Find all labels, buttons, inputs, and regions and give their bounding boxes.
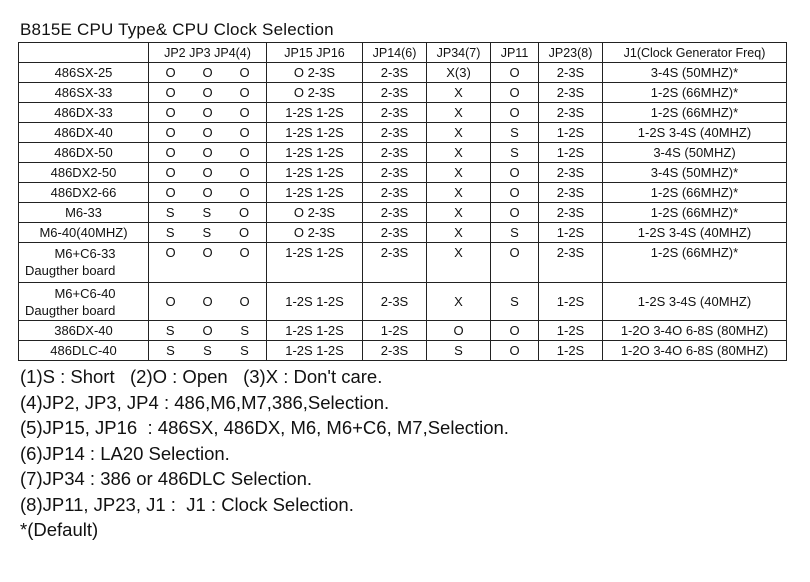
jp14-cell: 2-3S [363,283,427,321]
header-model [19,43,149,63]
cpu-model-cell [19,183,149,203]
jp14-cell: 2-3S [363,243,427,283]
jumper-setting: 1-2S 1-2S [285,185,344,200]
j1-cell: 1-2S 3-4S (40MHZ) [603,223,787,243]
jp2-jp3-jp4-cell [149,203,267,223]
footnote-line: *(Default) [20,519,99,540]
header-jp14: JP14(6) [363,43,427,63]
cpu-model-cell [19,243,149,283]
cpu-model-line: Daugther board [25,263,116,278]
jumper-setting: 1-2S 1-2S [285,125,344,140]
jumper-setting: 1-2S 1-2S [285,165,344,180]
jumper-setting: O [239,294,250,309]
jumper-setting: O [202,85,213,100]
jp23-cell: 2-3S [539,183,603,203]
jp11-cell: O [491,341,539,361]
jumper-setting: O [239,145,250,160]
table-row [19,283,787,321]
jumper-setting: O [202,185,213,200]
j1-cell: 1-2S (66MHZ)* [603,83,787,103]
jp2-jp3-jp4-cell [149,183,267,203]
j1-cell: 1-2S 3-4S (40MHZ) [603,123,787,143]
jp11-cell: S [491,223,539,243]
jp34-cell: X [427,283,491,321]
jumper-setting: S [202,205,212,220]
jp23-cell: 2-3S [539,243,603,283]
jp2-jp3-jp4-cell [149,321,267,341]
jp11-cell: O [491,183,539,203]
jumper-setting: O [202,323,213,338]
jumper-setting: O 2-3S [293,85,336,100]
cpu-model-line: 486DX2-66 [50,185,117,200]
jp14-cell: 2-3S [363,341,427,361]
jp15-jp16-cell [267,321,363,341]
jp14-cell: 2-3S [363,63,427,83]
jp15-jp16-cell [267,243,363,283]
jp2-jp3-jp4-cell [149,143,267,163]
jumper-setting: S [240,323,250,338]
jumper-setting: O [165,245,176,260]
jumper-setting: 1-2S 1-2S [285,145,344,160]
jp14-cell: 2-3S [363,203,427,223]
jumper-setting: O [202,65,213,80]
jp34-cell: X(3) [427,63,491,83]
cpu-model-line: M6-40(40MHZ) [39,225,128,240]
footnote-line: (1)S : Short (2)O : Open (3)X : Don't care. [20,366,383,387]
jumper-setting: 1-2S 1-2S [285,245,344,260]
footnote-line: (7)JP34 : 386 or 486DLC Selection. [20,468,313,489]
notes-section [18,364,788,543]
jp34-cell: S [427,341,491,361]
jp15-jp16-cell [267,163,363,183]
jp23-cell: 2-3S [539,163,603,183]
jp2-jp3-jp4-cell [149,63,267,83]
cpu-model-cell [19,63,149,83]
j1-cell: 1-2S (66MHZ)* [603,203,787,223]
table-body [19,63,787,361]
table-row [19,63,787,83]
jp14-cell: 2-3S [363,143,427,163]
jp34-cell: X [427,163,491,183]
cpu-model-line: Daugther board [25,302,116,318]
jumper-setting: O 2-3S [293,65,336,80]
jumper-setting: O [238,225,250,240]
jp15-jp16-cell [267,83,363,103]
jp11-cell: O [491,321,539,341]
jumper-setting: 1-2S 1-2S [285,323,344,338]
jumper-setting: O [239,185,250,200]
table-row [19,223,787,243]
table-row [19,203,787,223]
cpu-model-line: 486SX-33 [54,85,113,100]
table-row [19,341,787,361]
jp14-cell: 2-3S [363,183,427,203]
cpu-model-cell [19,163,149,183]
j1-cell: 1-2S (66MHZ)* [603,103,787,123]
header-jp2-jp3-jp4: JP2 JP3 JP4(4) [149,43,267,63]
jp15-jp16-cell [267,143,363,163]
jp23-cell: 1-2S [539,143,603,163]
jumper-setting: O [165,85,176,100]
footnote-line: (8)JP11, JP23, J1 : J1 : Clock Selection. [20,493,354,515]
jp23-cell: 1-2S [539,283,603,321]
cpu-model-line: M6+C6-40 [54,285,116,301]
jp23-cell: 2-3S [539,63,603,83]
cpu-model-line: M6-33 [65,205,102,220]
jumper-setting: O [165,294,176,309]
header-jp15-jp16: JP15 JP16 [267,43,363,63]
table-row [19,103,787,123]
j1-cell: 1-2S (66MHZ)* [603,183,787,203]
header-jp34: JP34(7) [427,43,491,63]
jumper-setting: O [239,165,250,180]
jp34-cell: O [427,321,491,341]
table-row [19,183,787,203]
j1-cell: 3-4S (50MHZ) [603,143,787,163]
document-title: B815E CPU Type& CPU Clock Selection [20,20,334,39]
cpu-model-cell [19,143,149,163]
jp34-cell: X [427,243,491,283]
jp15-jp16-cell [267,223,363,243]
cpu-model-cell [19,223,149,243]
jumper-setting: O [202,125,213,140]
cpu-model-line: 486DX-33 [54,105,113,120]
jumper-setting: O [202,145,213,160]
cpu-model-line: 486SX-25 [54,65,113,80]
cpu-model-cell [19,103,149,123]
jp2-jp3-jp4-cell [149,341,267,361]
jp11-cell: O [491,103,539,123]
jp14-cell: 2-3S [363,103,427,123]
cpu-model-cell [19,341,149,361]
jp23-cell: 1-2S [539,123,603,143]
jp34-cell: X [427,83,491,103]
jp23-cell: 1-2S [539,223,603,243]
jumper-setting: S [203,343,212,358]
jp34-cell: X [427,183,491,203]
jp14-cell: 2-3S [363,83,427,103]
jumper-setting: S [166,343,175,358]
jp15-jp16-cell [267,341,363,361]
table-header-row [19,43,787,63]
table-row [19,143,787,163]
jumper-setting: O [238,205,250,220]
table-row [19,123,787,143]
document-page [18,20,788,543]
jumper-setting: O [165,145,176,160]
jp23-cell: 2-3S [539,203,603,223]
jumper-setting: O 2-3S [293,205,336,220]
jp15-jp16-cell [267,103,363,123]
jp34-cell: X [427,103,491,123]
jp23-cell: 1-2S [539,341,603,361]
j1-cell: 1-2O 3-4O 6-8S (80MHZ) [603,341,787,361]
jumper-setting: O [202,245,213,260]
header-j1: J1(Clock Generator Freq) [603,43,787,63]
header-jp23: JP23(8) [539,43,603,63]
jp2-jp3-jp4-cell [149,83,267,103]
cpu-model-cell [19,283,149,321]
jp2-jp3-jp4-cell [149,163,267,183]
j1-cell: 1-2S 3-4S (40MHZ) [603,283,787,321]
cpu-model-line: 486DX2-50 [50,165,117,180]
jp23-cell: 2-3S [539,103,603,123]
jumper-setting: S [165,225,175,240]
header-jp11: JP11 [491,43,539,63]
jp14-cell: 2-3S [363,123,427,143]
jumper-setting: O [239,245,250,260]
cpu-model-cell [19,321,149,341]
jumper-setting: O [239,65,250,80]
jumper-setting: O [239,105,250,120]
jp34-cell: X [427,143,491,163]
jumper-setting: O [202,105,213,120]
cpu-model-line: M6+C6-33 [54,246,116,261]
jumper-setting: O [165,185,176,200]
cpu-model-line: 486DLC-40 [50,343,117,358]
cpu-model-line: 386DX-40 [54,323,113,338]
jumper-setting: O [165,105,176,120]
jumper-setting: O 2-3S [293,225,336,240]
table-row [19,321,787,341]
jp11-cell: S [491,283,539,321]
jumper-setting: S [240,343,249,358]
jumper-setting: S [165,323,175,338]
j1-cell: 1-2S (66MHZ)* [603,243,787,283]
jumper-setting: S [202,225,212,240]
jp11-cell: S [491,123,539,143]
jp2-jp3-jp4-cell [149,283,267,321]
cpu-model-cell [19,203,149,223]
table-row [19,163,787,183]
jumper-setting: O [165,165,176,180]
cpu-model-cell [19,123,149,143]
jp11-cell: O [491,63,539,83]
jumper-setting: 1-2S 1-2S [285,105,344,120]
jp15-jp16-cell [267,123,363,143]
jumper-setting: 1-2S 1-2S [285,294,344,309]
jp34-cell: X [427,223,491,243]
jumper-setting: S [165,205,175,220]
jumper-setting: O [239,125,250,140]
jp15-jp16-cell [267,203,363,223]
cpu-model-line: 486DX-40 [54,125,113,140]
jp14-cell: 2-3S [363,163,427,183]
jp11-cell: O [491,243,539,283]
j1-cell: 3-4S (50MHZ)* [603,163,787,183]
jumper-setting: O [239,85,250,100]
j1-cell: 1-2O 3-4O 6-8S (80MHZ) [603,321,787,341]
jumper-setting: 1-2S 1-2S [285,343,344,358]
j1-cell: 3-4S (50MHZ)* [603,63,787,83]
jumper-setting: O [202,294,213,309]
footnote-line: (4)JP2, JP3, JP4 : 486,M6,M7,386,Selection. [20,391,390,413]
jp11-cell: S [491,143,539,163]
jumper-setting: O [165,65,176,80]
cpu-clock-table [18,42,787,361]
jp14-cell: 1-2S [363,321,427,341]
jp2-jp3-jp4-cell [149,123,267,143]
jp11-cell: O [491,203,539,223]
jp14-cell: 2-3S [363,223,427,243]
jp11-cell: O [491,83,539,103]
jp11-cell: O [491,163,539,183]
jp34-cell: X [427,203,491,223]
jumper-setting: O [165,125,176,140]
jp15-jp16-cell [267,183,363,203]
footnote-line: (5)JP15, JP16 : 486SX, 486DX, M6, M6+C6, M7,Selection. [20,417,509,438]
table-row [19,243,787,283]
jp23-cell: 2-3S [539,83,603,103]
cpu-model-line: 486DX-50 [54,145,113,160]
jumper-setting: O [202,165,213,180]
jp23-cell: 1-2S [539,321,603,341]
jp15-jp16-cell [267,63,363,83]
table-row [19,83,787,103]
footnote-line: (6)JP14 : LA20 Selection. [20,442,230,464]
jp2-jp3-jp4-cell [149,243,267,283]
cpu-model-cell [19,83,149,103]
jp2-jp3-jp4-cell [149,223,267,243]
jp15-jp16-cell [267,283,363,321]
jp2-jp3-jp4-cell [149,103,267,123]
jp34-cell: X [427,123,491,143]
